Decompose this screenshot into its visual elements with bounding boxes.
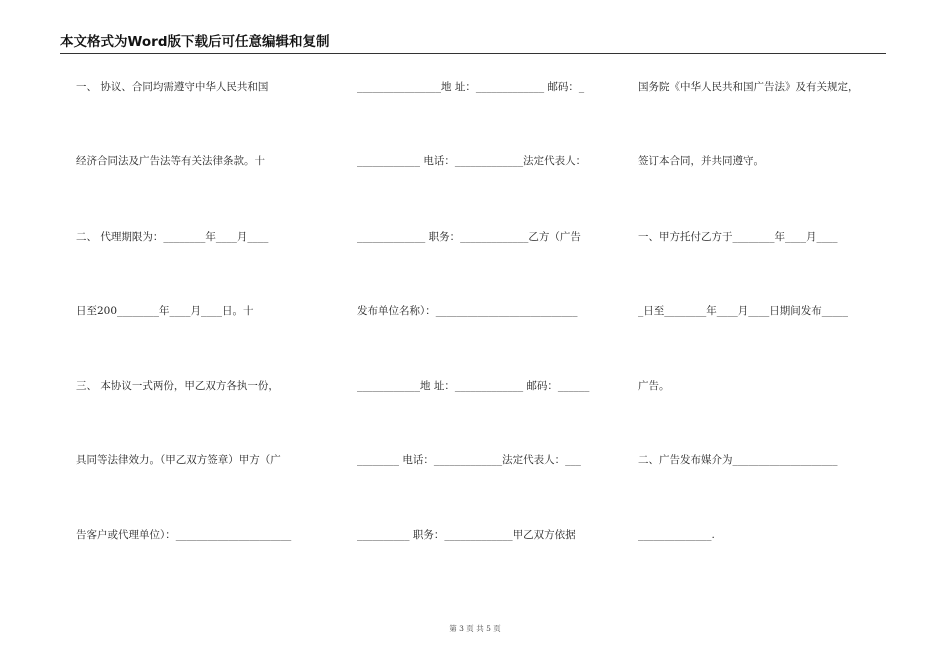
col2-line-2: ____________ 电话：_____________法定代表人： [357, 155, 587, 167]
col1-line-4: 日至200________年____月____日。十 [76, 305, 254, 317]
col2-line-7: __________ 职务：_____________甲乙双方依据 [357, 529, 576, 541]
col1-line-3: 二、 代理期限为：________年____月____ [76, 231, 269, 243]
col2-line-1: ________________地 址：_____________ 邮码：_ [357, 81, 585, 93]
page-header [60, 34, 886, 54]
col3-line-2: 签订本合同，并共同遵守。 [638, 155, 764, 167]
col3-line-6: 二、广告发布媒介为____________________ [638, 454, 838, 466]
col1-line-6: 具同等法律效力。（甲乙双方签章）甲方（广 [76, 454, 281, 466]
col2-line-5: ____________地 址：_____________ 邮码：______ [357, 380, 590, 392]
col1-line-5: 三、 本协议一式两份，甲乙双方各执一份， [76, 380, 279, 392]
page-number-footer: 第 3 页 共 5 页 [449, 624, 501, 633]
col2-line-6: ________ 电话：_____________法定代表人：___ [357, 454, 581, 466]
col3-line-5: 广告。 [638, 380, 670, 392]
col2-line-4: 发布单位名称）：___________________________ [357, 305, 578, 317]
col3-line-7: ______________. [638, 529, 715, 541]
header-title: 本文格式为Word版下载后可任意编辑和复制 [60, 34, 330, 50]
col3-line-3: 一、甲方托付乙方于________年____月____ [638, 231, 838, 243]
col3-line-1: 国务院《中华人民共和国广告法》及有关规定， [638, 81, 859, 93]
col1-line-2: 经济合同法及广告法等有关法律条款。十 [76, 155, 265, 167]
col2-line-3: _____________ 职务：_____________乙方（广告 [357, 231, 581, 243]
col1-line-7: 告客户或代理单位）：______________________ [76, 529, 292, 541]
col1-line-1: 一、 协议、合同均需遵守中华人民共和国 [76, 81, 269, 93]
col3-line-4: _日至________年____月____日期间发布_____ [638, 305, 848, 317]
